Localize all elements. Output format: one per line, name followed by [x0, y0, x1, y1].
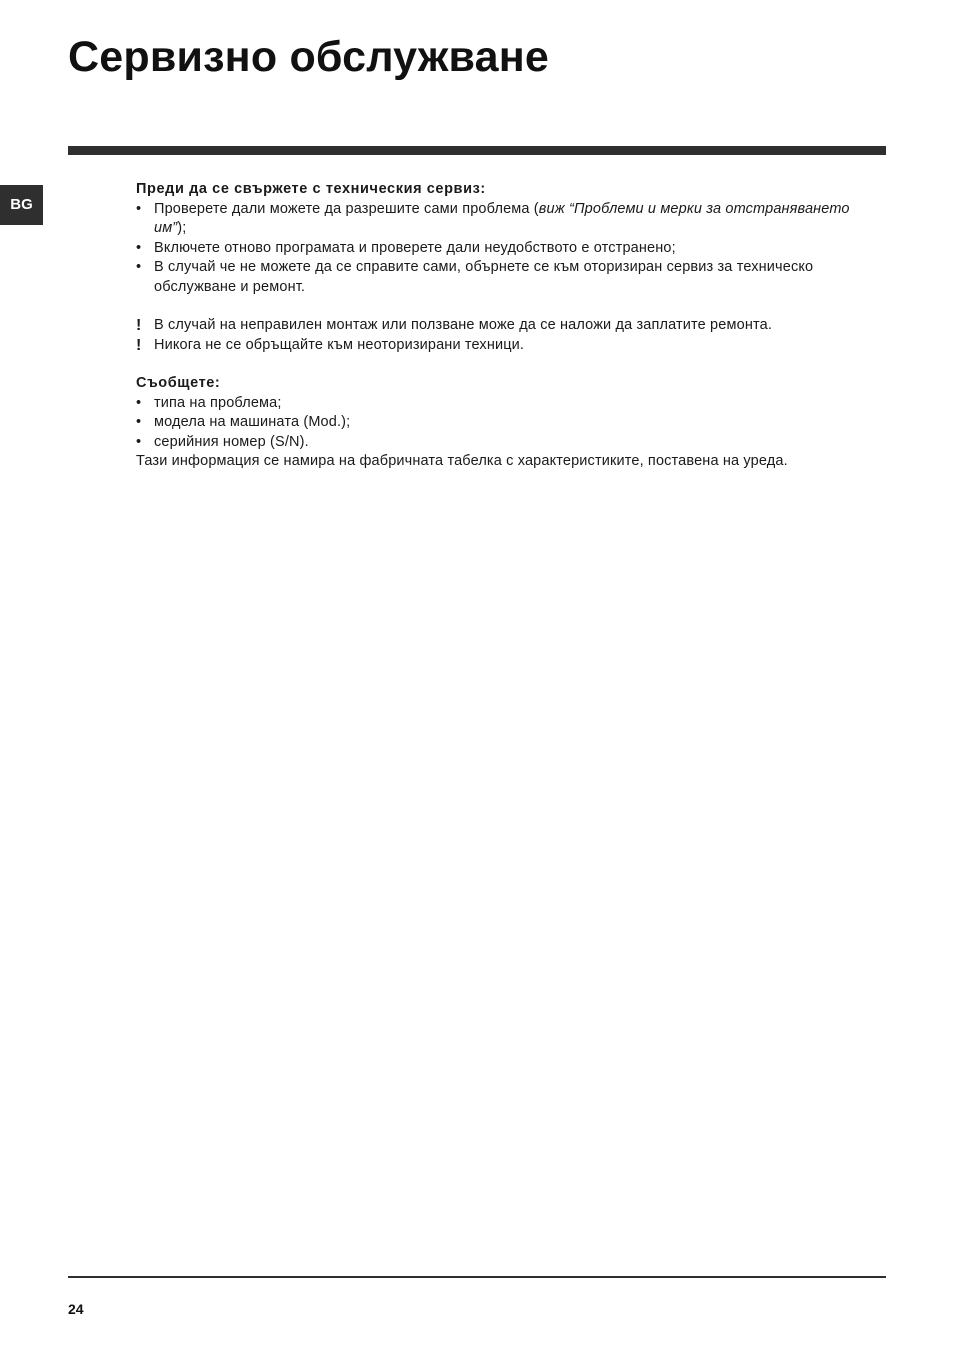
bullet-icon: • [136, 394, 142, 411]
warning-icon: ! [136, 317, 142, 334]
list-item-text: модела на машината (Mod.); [154, 414, 351, 430]
warning-icon: ! [136, 336, 142, 354]
warning-item [136, 316, 866, 336]
warning-text: В случай на неправилен монтаж или ползване може да се наложи да заплатите ремонта. [154, 317, 772, 333]
main-content [136, 180, 866, 472]
bullet-icon: • [136, 414, 142, 430]
list-item [136, 413, 866, 433]
header-divider [68, 146, 886, 155]
bullet-icon: • [136, 259, 142, 275]
page-number: 24 [68, 1301, 84, 1317]
bullet-icon: • [136, 200, 142, 217]
warning-item [136, 336, 866, 356]
list-item [136, 200, 866, 239]
report-heading: Съобщете: [136, 375, 221, 391]
before-contact-heading: Преди да се свържете с техническия сервиз: [136, 181, 486, 197]
list-item-text: Включете отново програмата и проверете дали неудобството е отстранено; [154, 239, 676, 256]
list-item-text: В случай че не можете да се справите сами, обърнете се към оторизиран сервиз за техническо обслужване и ремонт. [154, 259, 814, 295]
language-tab: BG [0, 185, 43, 225]
list-item [136, 258, 866, 297]
footer-divider [68, 1276, 886, 1278]
list-item-text-end: ); [177, 220, 187, 236]
before-contact-list [136, 200, 866, 298]
bullet-icon: • [136, 433, 142, 450]
list-item [136, 433, 866, 453]
cross-reference-text: виж “Проблеми и мерки за отстраняването им” [154, 200, 850, 236]
list-item [136, 394, 866, 414]
list-item-text: Проверете дали можете да разрешите сами проблема ( [154, 200, 539, 217]
bullet-icon: • [136, 239, 142, 256]
warning-text: Никога не се обръщайте към неоторизирани техници. [154, 336, 525, 353]
list-item-text: типа на проблема; [154, 394, 282, 411]
report-list [136, 394, 866, 453]
report-note: Тази информация се намира на фабричната табелка с характеристиките, поставена на уреда. [136, 453, 788, 469]
spacer [136, 297, 866, 316]
warning-list [136, 316, 866, 355]
list-item [136, 239, 866, 259]
spacer [136, 355, 866, 374]
list-item-text: серийния номер (S/N). [154, 433, 309, 450]
page-title: Сервизно обслужване [68, 33, 549, 81]
